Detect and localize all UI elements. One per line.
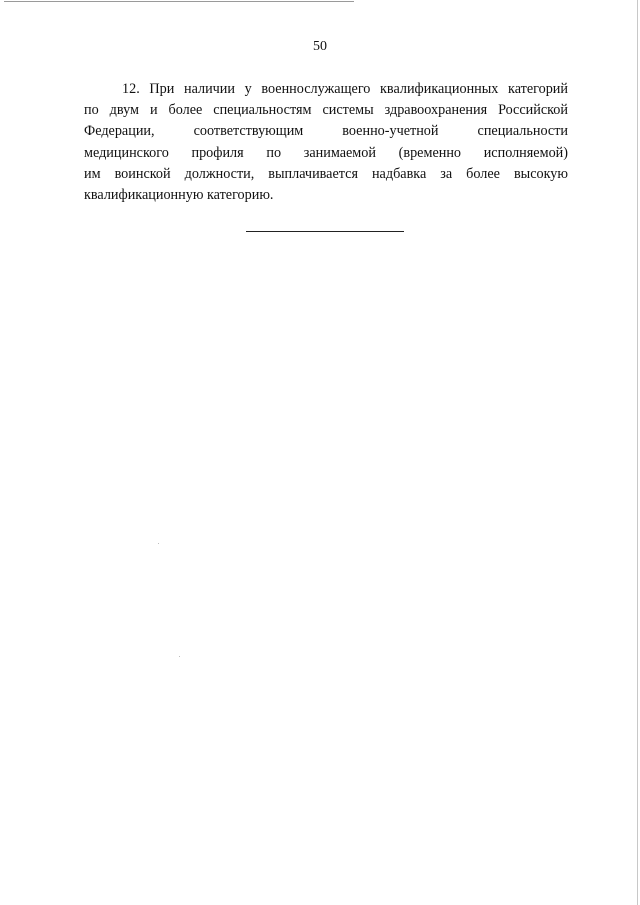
scan-edge-right <box>637 0 638 905</box>
paragraph-line: медицинского профиля по занимаемой (временно исполняемой) <box>84 144 568 161</box>
page-number: 50 <box>313 39 327 54</box>
scan-speck <box>179 656 180 657</box>
body-paragraph <box>84 79 568 206</box>
paragraph-line: 12. При наличии у военнослужащего квалификационных категорий <box>122 81 568 97</box>
scan-speck <box>158 543 159 544</box>
scan-edge-top <box>4 1 354 2</box>
paragraph-line: квалификационную категорию. <box>84 187 274 204</box>
paragraph-line: по двум и более специальностям системы здравоохранения Российской <box>84 102 568 119</box>
end-of-document-rule <box>246 231 404 232</box>
paragraph-line: им воинской должности, выплачивается надбавка за более высокую <box>84 165 568 182</box>
paragraph-line: Федерации, соответствующим военно-учетной специальности <box>84 123 568 140</box>
